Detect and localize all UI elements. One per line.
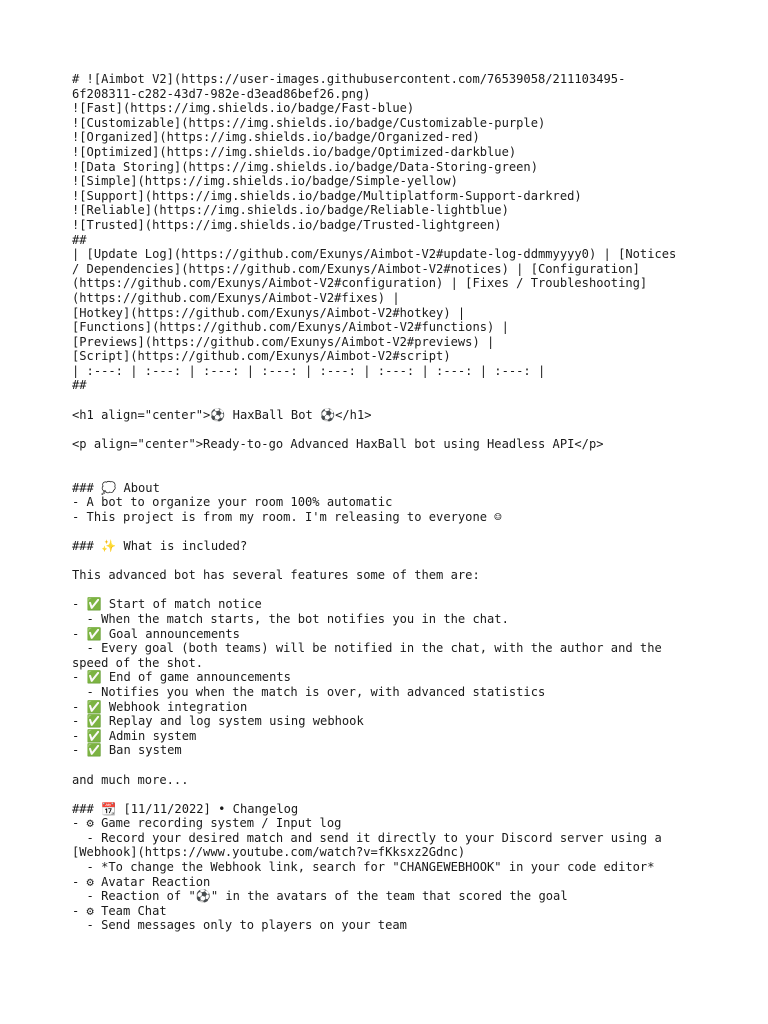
document-line [72, 758, 728, 773]
document-line: speed of the shot. [72, 655, 204, 670]
document-line: [Previews](https://github.com/Exunys/Aimbot-V2#previews) | [72, 334, 495, 349]
document-line: - Send messages only to players on your team [72, 918, 407, 933]
document-line: - Reaction of "⚽" in the avatars of the team that scored the goal [72, 889, 568, 904]
document-line: [Functions](https://github.com/Exunys/Aimbot-V2#functions) | [72, 320, 509, 335]
document-line [72, 393, 728, 408]
document-line: ![Customizable](https://img.shields.io/badge/Customizable-purple) [72, 115, 546, 130]
document-line: ![Trusted](https://img.shields.io/badge/Trusted-lightgreen) [72, 217, 502, 232]
document-line: - ⚙ Avatar Reaction [72, 874, 211, 889]
document-line: - ✅ End of game announcements [72, 670, 291, 685]
document-line: - ✅ Goal announcements [72, 626, 240, 641]
document-line: - ✅ Webhook integration [72, 699, 248, 714]
document-line: ![Organized](https://img.shields.io/badge/Organized-red) [72, 130, 480, 145]
document-line: - ⚙ Team Chat [72, 903, 167, 918]
document-line: - ✅ Ban system [72, 743, 182, 758]
document-line: (https://github.com/Exunys/Aimbot-V2#configuration) | [Fixes / Troubleshooting] [72, 276, 648, 291]
document-line: | [Update Log](https://github.com/Exunys/Aimbot-V2#update-log-ddmmyyyy0) | [Notices [72, 247, 677, 262]
document-line: <h1 align="center">⚽ HaxBall Bot ⚽</h1> [72, 407, 372, 422]
document-line: - This project is from my room. I'm releasing to everyone ☺ [72, 509, 502, 524]
document-line: This advanced bot has several features some of them are: [72, 568, 480, 583]
document-line: - ✅ Replay and log system using webhook [72, 714, 364, 729]
markdown-source-text [72, 72, 728, 933]
document-line [72, 787, 728, 802]
document-line: [Webhook](https://www.youtube.com/watch?v=fKksxz2Gdnc) [72, 845, 466, 860]
document-line: ![Reliable](https://img.shields.io/badge/Reliable-lightblue) [72, 203, 509, 218]
document-line [72, 524, 728, 539]
document-line: - *To change the Webhook link, search for "CHANGEWEBHOOK" in your code editor* [72, 860, 655, 875]
document-line: - Every goal (both teams) will be notified in the chat, with the author and the [72, 641, 662, 656]
document-line: # ![Aimbot V2](https://user-images.githubusercontent.com/76539058/211103495- [72, 72, 626, 86]
document-line [72, 583, 728, 598]
document-line: [Hotkey](https://github.com/Exunys/Aimbot-V2#hotkey) | [72, 305, 466, 320]
document-line: ### 💭 About [72, 480, 160, 495]
document-line: ### ✨ What is included? [72, 539, 248, 553]
document-line: - ⚙ Game recording system / Input log [72, 816, 342, 831]
document-line: - Record your desired match and send it directly to your Discord server using a [72, 830, 662, 845]
document-line: [Script](https://github.com/Exunys/Aimbot-V2#script) [72, 349, 451, 364]
document-line: - ✅ Admin system [72, 728, 197, 743]
document-line: - ✅ Start of match notice [72, 597, 262, 612]
document-line: ## [72, 378, 87, 393]
document-line [72, 466, 728, 481]
document-line: - A bot to organize your room 100% automatic [72, 495, 393, 510]
document-line: - Notifies you when the match is over, with advanced statistics [72, 684, 546, 699]
document-line: ![Support](https://img.shields.io/badge/Multiplatform-Support-darkred) [72, 188, 582, 203]
document-line: ### 📆 [11/11/2022] • Changelog [72, 801, 299, 816]
document-line: / Dependencies](https://github.com/Exunys/Aimbot-V2#notices) | [Configuration] [72, 261, 640, 276]
document-line [72, 554, 728, 569]
document-line [72, 422, 728, 437]
document-line: <p align="center">Ready-to-go Advanced HaxBall bot using Headless API</p> [72, 436, 604, 451]
document-line: ![Optimized](https://img.shields.io/badge/Optimized-darkblue) [72, 144, 517, 159]
document-line: ## [72, 232, 87, 247]
document-line: 6f208311-c282-43d7-982e-d3ead86bef26.png) [72, 86, 371, 101]
document-line: and much more... [72, 772, 189, 787]
document-line: ![Fast](https://img.shields.io/badge/Fast-blue) [72, 101, 415, 116]
document-line: ![Data Storing](https://img.shields.io/badge/Data-Storing-green) [72, 159, 538, 174]
document-line: (https://github.com/Exunys/Aimbot-V2#fixes) | [72, 290, 400, 305]
document-line: | :---: | :---: | :---: | :---: | :---: | :---: | :---: | :---: | [72, 363, 546, 378]
document-line: ![Simple](https://img.shields.io/badge/Simple-yellow) [72, 174, 458, 189]
document-line: - When the match starts, the bot notifies you in the chat. [72, 611, 509, 626]
document-line [72, 451, 728, 466]
